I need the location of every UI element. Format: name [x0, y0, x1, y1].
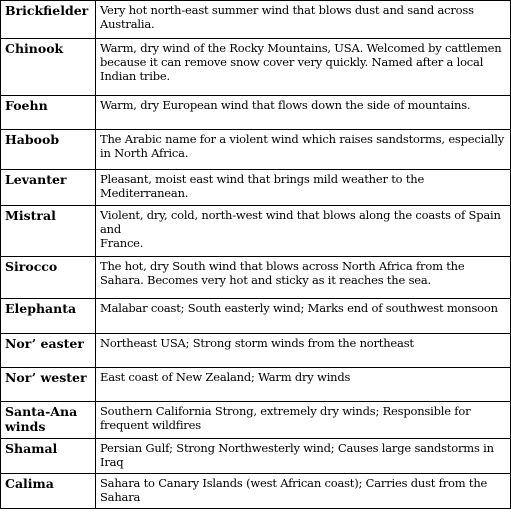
wind-name-cell: Mistral	[1, 206, 96, 257]
table-row	[1, 130, 511, 170]
table-row	[1, 334, 511, 368]
wind-description-cell: Northeast USA; Strong storm winds from the northeast	[96, 334, 511, 368]
wind-name-cell: Santa-Ana winds	[1, 402, 96, 439]
wind-description-cell: Persian Gulf; Strong Northwesterly wind; Causes large sandstorms in Iraq	[96, 439, 511, 474]
wind-description-cell: Very hot north-east summer wind that blows dust and sand across Australia.	[96, 1, 511, 39]
table-row	[1, 402, 511, 439]
wind-description-cell: Southern California Strong, extremely dry winds; Responsible for frequent wildfires	[96, 402, 511, 439]
table-row	[1, 1, 511, 39]
wind-description-cell: East coast of New Zealand; Warm dry winds	[96, 368, 511, 402]
wind-name-cell: Calima	[1, 474, 96, 509]
table-row	[1, 206, 511, 257]
wind-name-cell: Sirocco	[1, 257, 96, 299]
table-row	[1, 39, 511, 96]
table-row	[1, 96, 511, 130]
wind-name-cell: Nor’ wester	[1, 368, 96, 402]
wind-name-cell: Brickfielder	[1, 1, 96, 39]
wind-name-cell: Foehn	[1, 96, 96, 130]
wind-description-cell: The Arabic name for a violent wind which raises sandstorms, especially in North Africa.	[96, 130, 511, 170]
wind-description-cell: Malabar coast; South easterly wind; Marks end of southwest monsoon	[96, 299, 511, 334]
wind-description-cell: The hot, dry South wind that blows across North Africa from the Sahara. Becomes very hot and sticky as it reaches the sea.	[96, 257, 511, 299]
wind-name-cell: Levanter	[1, 170, 96, 206]
table-row	[1, 299, 511, 334]
table-row	[1, 439, 511, 474]
table-row	[1, 368, 511, 402]
table-row	[1, 170, 511, 206]
wind-name-cell: Shamal	[1, 439, 96, 474]
wind-description-cell: Violent, dry, cold, north-west wind that blows along the coasts of Spain and France.	[96, 206, 511, 257]
wind-name-cell: Elephanta	[1, 299, 96, 334]
table-row	[1, 257, 511, 299]
table-row	[1, 474, 511, 509]
wind-description-cell: Warm, dry European wind that flows down the side of mountains.	[96, 96, 511, 130]
wind-name-cell: Chinook	[1, 39, 96, 96]
wind-description-cell: Warm, dry wind of the Rocky Mountains, USA. Welcomed by cattlemen because it can remove snow cover very quickly. Named after a local Indian tribe.	[96, 39, 511, 96]
winds-table-body	[1, 1, 511, 509]
wind-name-cell: Haboob	[1, 130, 96, 170]
wind-description-cell: Sahara to Canary Islands (west African coast); Carries dust from the Sahara	[96, 474, 511, 509]
wind-name-cell: Nor’ easter	[1, 334, 96, 368]
wind-description-cell: Pleasant, moist east wind that brings mild weather to the Mediterranean.	[96, 170, 511, 206]
